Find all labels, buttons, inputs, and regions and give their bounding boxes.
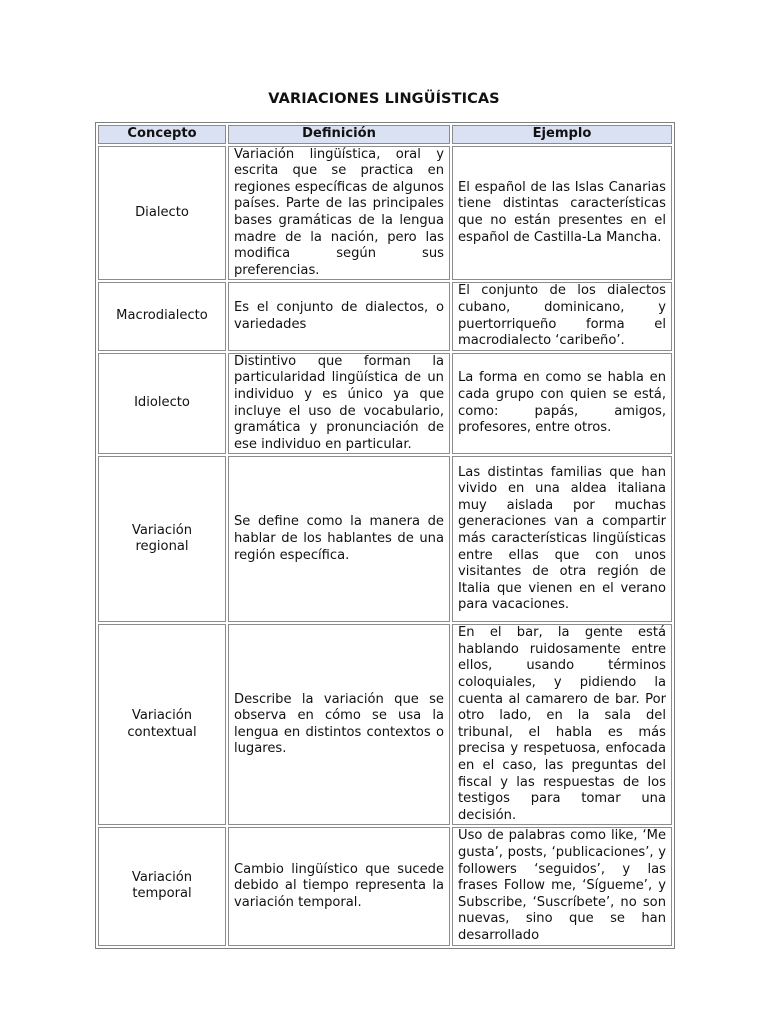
definition-cell: Cambio lingüístico que sucede debido al tiempo representa la variación temporal. xyxy=(228,827,450,945)
example-cell: La forma en como se habla en cada grupo con quien se está, como: papás, amigos, profesores, entre otros. xyxy=(452,353,672,455)
concept-cell: Variación temporal xyxy=(98,827,226,945)
concept-cell: Dialecto xyxy=(98,146,226,281)
variations-table xyxy=(96,123,674,948)
table-row xyxy=(98,456,672,622)
example-cell: Las distintas familias que han vivido en una aldea italiana muy aislada por muchas generaciones van a compartir más características lingüísticas entre ellas que con unos visitantes de otra región de Italia que vienen en el verano para vacaciones. xyxy=(452,456,672,622)
example-cell: El conjunto de los dialectos cubano, dominicano, y puertorriqueño forma el macrodialecto ‘caribeño’. xyxy=(452,282,672,350)
table-row xyxy=(98,282,672,350)
concept-cell: Variación regional xyxy=(98,456,226,622)
concept-cell: Variación contextual xyxy=(98,624,226,825)
example-cell: Uso de palabras como like, ‘Me gusta’, posts, ‘publicaciones’, y followers ‘seguidos’, y las frases Follow me, ‘Sígueme’, y Subscribe, ‘Suscríbete’, no son nuevas, sino que se han desarrollado xyxy=(452,827,672,945)
definition-cell: Variación lingüística, oral y escrita que se practica en regiones específicas de algunos países. Parte de las principales bases gramáticas de la lengua madre de la nación, pero las modifica según sus preferencias. xyxy=(228,146,450,281)
table-row xyxy=(98,624,672,825)
table-row xyxy=(98,146,672,281)
concept-cell: Macrodialecto xyxy=(98,282,226,350)
table-row xyxy=(98,353,672,455)
definition-cell: Se define como la manera de hablar de los hablantes de una región específica. xyxy=(228,456,450,622)
header-example: Ejemplo xyxy=(452,125,672,144)
example-cell: En el bar, la gente está hablando ruidosamente entre ellos, usando términos coloquiales, y pidiendo la cuenta al camarero de bar. Por otro lado, en la sala del tribunal, el habla es más precisa y respetuosa, enfocada en el caso, las preguntas del fiscal y las respuestas de los testigos para tomar una decisión. xyxy=(452,624,672,825)
header-concept: Concepto xyxy=(98,125,226,144)
table-header-row xyxy=(98,125,672,144)
concept-cell: Idiolecto xyxy=(98,353,226,455)
table-row xyxy=(98,827,672,945)
header-definition: Definición xyxy=(228,125,450,144)
page-title: VARIACIONES LINGÜÍSTICAS xyxy=(268,91,500,107)
definition-cell: Distintivo que forman la particularidad lingüística de un individuo y es único ya que incluye el uso de vocabulario, gramática y pronunciación de ese individuo en particular. xyxy=(228,353,450,455)
example-cell: El español de las Islas Canarias tiene distintas características que no están presentes en el español de Castilla-La Mancha. xyxy=(452,146,672,281)
variations-table-frame xyxy=(95,122,675,949)
definition-cell: Describe la variación que se observa en cómo se usa la lengua en distintos contextos o lugares. xyxy=(228,624,450,825)
definition-cell: Es el conjunto de dialectos, o variedades xyxy=(228,282,450,350)
